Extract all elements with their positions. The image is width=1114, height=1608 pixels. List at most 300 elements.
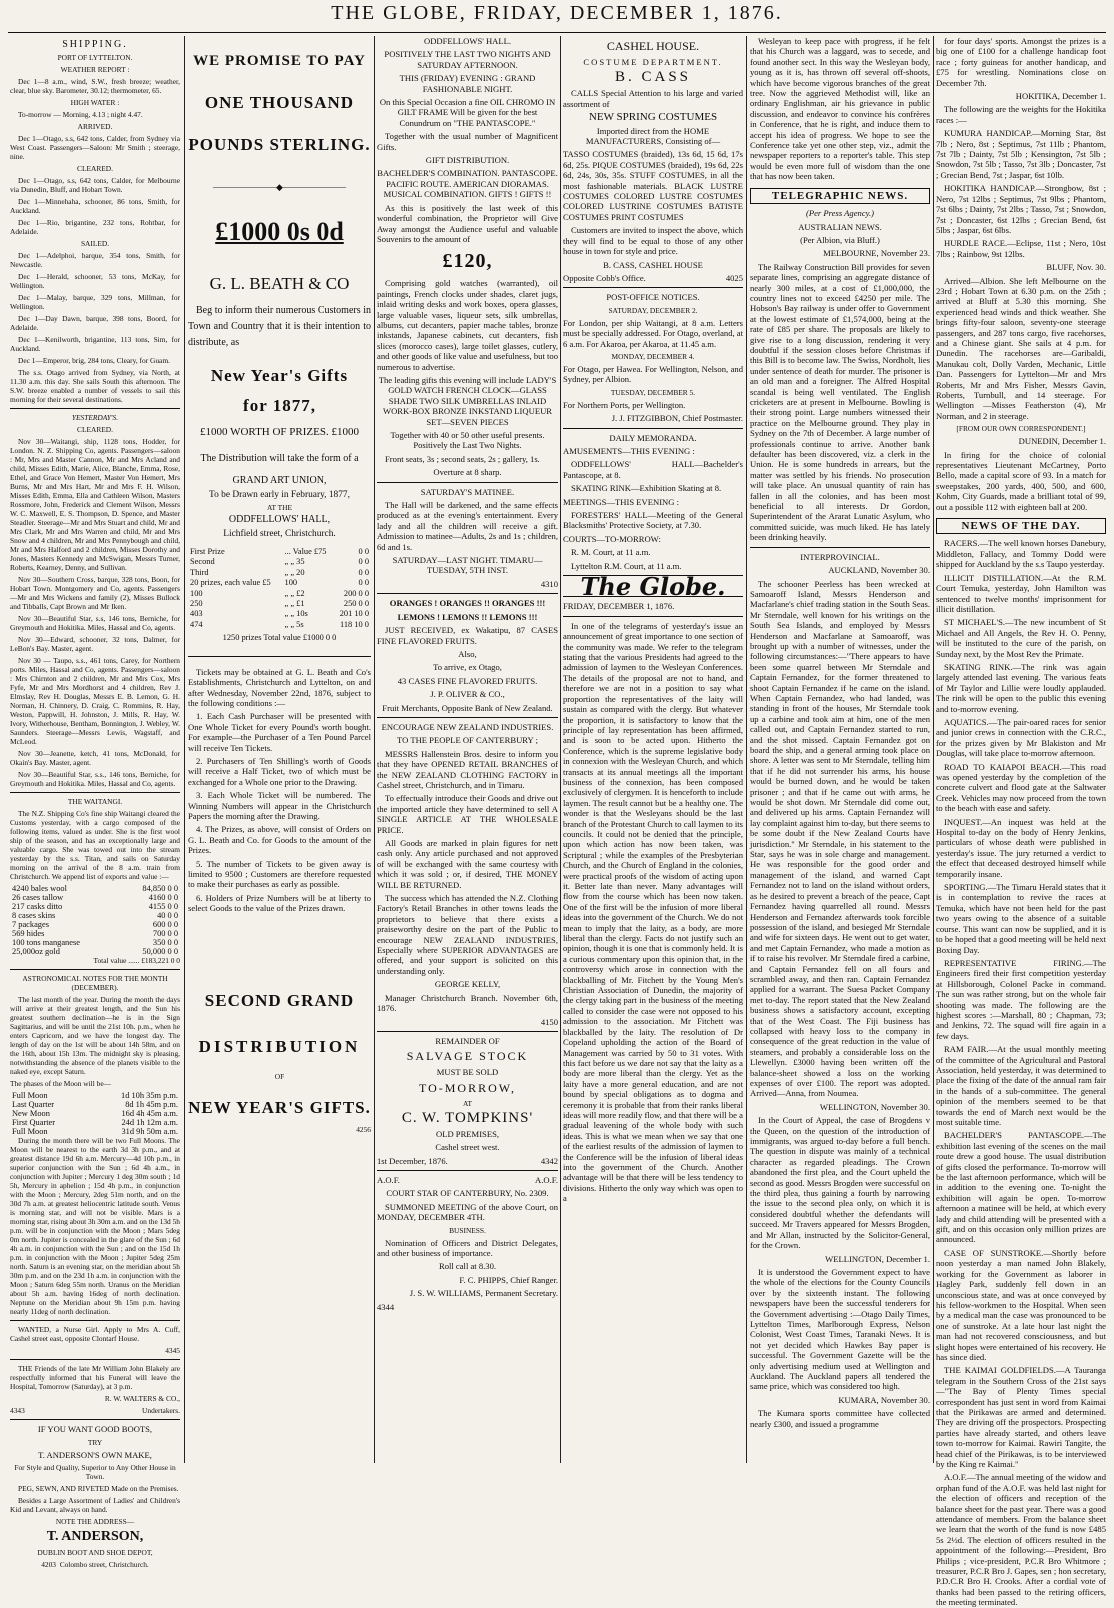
hokitika-text: The following are the weights for the Hokitika races :— [936, 104, 1106, 125]
prize-total: 1250 prizes Total value £1000 0 0 [222, 633, 337, 643]
cargo-row-cell: 26 cases tallow [12, 893, 64, 903]
drawn-date: To be Drawn early in February, 1877, [209, 489, 350, 500]
divider [188, 656, 371, 657]
prize-row-cell: 118 10 0 [339, 619, 369, 629]
column-telegraphic [750, 36, 930, 1463]
anderson-name: T. ANDERSON, [46, 1529, 144, 1545]
yesterday-label: YESTERDAY'S. [71, 413, 119, 423]
comprising: Comprising gold watches (warranted), oil paintings, French clocks under shades, claret jugs, inlaid writing desks and work boxes, opera glasses, large valuable vases, liqueur sets, silk umbrellas, albums, cut decanters, papier mache tables, bronze inkstands, Japanese cabinets, cut decanters, fish slices (morocco cases), large toilet glasses, cutlery, and other goods of like value and usefulness, but too numerous to advertise. [377, 278, 558, 372]
boots-name: T. ANDERSON'S OWN MAKE, [38, 1449, 152, 1460]
race-weights: HURDLE RACE.—Eclipse, 11st ; Nero, 10st 7lbs ; Rainbow, 9st 12lbs. [936, 238, 1106, 259]
news-item: REPRESENTATIVE FIRING.—The Engineers fired their first competition yesterday at Hillsborough, Colonel Packe in command. The sun was rather strong, but on the whole fair shooting was made. The following are the highest scores :—Marshall, 80 ; Chapman, 73; and Jenkins, 72. The squad will fire again in a few days. [936, 957, 1106, 1041]
tompkins: C. W. TOMPKINS' [401, 1109, 534, 1126]
condition: 5. The number of Tickets to be given away is limited to 9500 ; Customers are therefore requested to make their purchases as early as possible. [188, 858, 371, 890]
moon-row-cell: Full Moon [12, 1127, 48, 1137]
hall-name: ODDFELLOWS' HALL, [228, 514, 331, 526]
on-this: On this Special Occasion a fine OIL CHROMO IN GILT FRAME Will be given for the best Conundrum on "THE PANTASCOPE." [379, 97, 556, 128]
distribution-text: The Distribution will take the form of a [200, 453, 359, 465]
cargo-row-cell: 7 packages [12, 920, 49, 930]
prize-row-cell: 403 [190, 609, 203, 619]
ad-number: 4345 [165, 1346, 180, 1356]
news-item: INQUEST.—An inquest was held at the Hospital to-day on the body of Henry Jenkins, particulars of whose death were published in yesterday's issue. The jury returned a verdict to the effect that deceased destroyed himself while temporarily insane. [936, 816, 1106, 879]
together2: Together with 40 or 50 other useful presents. Positively the Last Two Nights. [390, 430, 545, 451]
oranges: ORANGES ! ORANGES !! ORANGES !!! [389, 598, 546, 609]
prize-row [188, 557, 371, 567]
prize-row-cell: 250 0 0 [343, 599, 369, 609]
australian-news: AUSTRALIAN NEWS. [798, 221, 882, 232]
distribution-heading: DISTRIBUTION [198, 1036, 361, 1056]
prize-row-cell: ... Value £75 [284, 547, 327, 557]
prize-row-cell: 0 0 [358, 547, 369, 557]
cargo-row [10, 938, 180, 947]
shipping-heading: SHIPPING. [62, 39, 128, 50]
cass-signature: B. CASS, CASHEL HOUSE [603, 259, 703, 270]
amusement: ODDFELLOWS' HALL—Bachelder's Pantascope, at 8. [563, 459, 743, 480]
boots-line: For Style and Quality, Superior to Any Other House in Town. [14, 1463, 176, 1482]
spring-costumes: NEW SPRING COSTUMES [588, 111, 718, 124]
costume-list: TASSO COSTUMES (braided), 13s 6d, 15 6d, 17s 6d, 25s. PIQUE COSTUMES (braided), 19s 6d, 22s 6d, 24s, 30s, 35s. STUFF COSTUMES, in all the most fashionable materials. BLACK LUSTRE COSTUMES COLORED LUSTRE COSTUMES COLORED LUSTRINE COSTUMES BATISTE COSTUMES PRINT COSTUMES [563, 149, 743, 222]
kelly: GEORGE KELLY, [434, 979, 501, 990]
cargo-row [10, 911, 180, 920]
encourage: ENCOURAGE NEW ZEALAND INDUSTRIES. [381, 721, 554, 732]
hall-heading: ODDFELLOWS' HALL. [424, 36, 511, 46]
at-the: AT THE [267, 503, 292, 513]
cargo-total: Total value ...... £183,221 0 0 [93, 956, 180, 966]
funeral-notice: THE Friends of the late Mr William John Blakely are respectfully informed that his Funeral will leave the Hospital, Tomorrow (Saturday), at 3 p.m. [10, 1364, 180, 1392]
second-grand: SECOND GRAND [204, 990, 355, 1010]
amount-120: £120, [442, 250, 493, 273]
all-goods: All Goods are marked in plain figures for nett cash only. Any article purchased and not approved of will be exchanged with the same courtesy with which it was sold ; or, if desired, THE MONEY WILL BE RETURNED. [377, 838, 558, 890]
meeting: FORESTERS' HALL—Meeting of the General Blacksmiths' Protective Society, at 7.30. [563, 510, 743, 531]
overture: Overture at 8 sharp. [433, 467, 502, 478]
cargo-row-cell: 25,000oz gold [12, 947, 60, 957]
melbourne-dateline: MELBOURNE, November 23. [823, 248, 930, 259]
cargo-row-cell: 4160 0 0 [148, 893, 178, 903]
prize-row-cell: Second [190, 557, 215, 567]
tuesday: TUESDAY, DECEMBER 5. [610, 387, 696, 397]
prize-row-cell: 0 0 [358, 567, 369, 577]
own-correspondent: [FROM OUR OWN CORRESPONDENT.] [956, 424, 1086, 434]
divider [563, 287, 743, 288]
cargo-row-cell: 40 0 0 [157, 911, 178, 921]
cleared-entry: Dec 1—Rio, brigantine, 232 tons, Rohtbar, for Adelaide. [10, 218, 180, 237]
cargo-row [10, 929, 180, 938]
received: JUST RECEIVED, ex Wakatipu, 87 CASES FINE FLAVORED FRUITS. [377, 625, 558, 646]
news-item: CASE OF SUNSTROKE.—Shortly before noon yesterday a man named John Blakely, working for the Government as laborer in Hagley Park, suddenly fell down in an unconscious state, and was at once conveyed by his fellow-workmen to the Hospital. When seen by a medical man the case was pronounced to be one of sunstroke. At a late hour last night the man had not recovered consciousness, and but slight hopes were entertained of his recovery. He has since died. [936, 1247, 1106, 1362]
funeral-signature: 4343 Undertakers. [10, 1406, 180, 1416]
cargo-row-cell: 217 casks ditto [12, 902, 63, 912]
cargo-row-cell: 350 0 0 [152, 938, 178, 948]
masthead: THE GLOBE, FRIDAY, DECEMBER 1, 1876. [331, 2, 783, 24]
moon-row-cell: New Moon [12, 1109, 50, 1119]
prize-row-cell: „ „ £1 [284, 599, 305, 609]
wanted-ad: WANTED, a Nurse Girl. Apply to Mrs A. Cuff, Cashel street east, opposite Clontarf House. [10, 1325, 180, 1344]
moon-row [10, 1091, 180, 1100]
people: TO THE PEOPLE OF CANTERBURY ; [397, 735, 538, 746]
roll-call: Roll call at 8.30. [438, 1261, 497, 1272]
cleared-label: CLEARED. [77, 425, 113, 435]
arrived-entry: Dec 1—Otago, s.s, 642 tons, Calder, from Sydney via West Coast. Passengers—Saloon: Mr Smith ; steerage, nine. [10, 134, 180, 162]
prize-row-cell: Third [190, 567, 209, 577]
kelly-title: Manager Christchurch Branch. November 6th, 1876. [377, 992, 558, 1014]
boots-try: TRY [87, 1437, 103, 1447]
gifts-year: for 1877, [243, 396, 316, 416]
column-beath-advert [188, 36, 371, 1463]
wellington-dateline: WELLINGTON, November 30. [819, 1101, 930, 1112]
sailed-entry: Dec 1—Herald, schooner, 53 tons, McKay, for Wellington. [10, 272, 180, 291]
arrive: To arrive, ex Otago, [433, 662, 502, 673]
weather-report: Dec 1—8 a.m., wind, S.W., fresh breeze; weather, clear, blue sky. Barometer, 30.12; thermometer, 65. [10, 77, 180, 96]
yesterday-entry: Nov 30—Southern Cross, barque, 328 tons, Boon, for Hobart Town. Montgomery and Co, agents. Passengers—Mr and Mrs Wickens and family (2), Misses Bullock and Tibballs, Capt Brown and Mr Iken. [10, 575, 180, 612]
amount-heading: £1000 0s 0d [215, 217, 344, 247]
divider [10, 408, 180, 409]
cleared-label: CLEARED. [77, 164, 113, 174]
prize-row-cell: „ „ 20 [284, 567, 305, 577]
water-label: HIGH WATER : [70, 98, 120, 108]
astro-text: The last month of the year. During the month the days will arrive at their greatest length, and the Sun his greatest southern declination—he is in the Sign Sagittarius, and will be until the 21st 10h. p.m., when he enters Capricorn, and we have the longest day. The length of day on the 1st will be about 14h 58m, and on the 16th, about 15h 13m. The midnight sky is pleasing, notwithstanding the absence of the planets visible to the naked eye, except Saturn. [10, 995, 180, 1077]
sailed-entry: Dec 1—Emperor, brig, 284 tons, Cleary, for Guam. [18, 356, 170, 366]
melbourne-text: The Railway Construction Bill provides for seven separate lines, comprising an aggregate distance of nearly 300 miles, at a cost of £1,000,000, the country lines not to exceed £4250 per mile. The Hobson's Bay railway is under offer to Government at the lowest estimate of £1,574,000, being at the rate of £85 per share. The proposals are likely to give rise to a long discussion, rendering it very doubtful if the session closes before Christmas if this Bill is to become law. The Swiss, Nordholt, lies under sentence of death for murder. The prisoner is an old man and a foreigner. The Alfred Hospital scandal is being well ventilated. The English cricketers are at present in Melbourne. Bowling is their strong point. Large numbers witnessed their practice on the Melbourne ground. They play in Sydney on the 7th of December. A large number of professionals continue to arrive. Another bank defaulter has been discovered, viz. a clerk in the Union. He is some hundreds in arrears, but the matter was settled by his friends. No prosecution will take place. An unusual quantity of rain has fallen in all the colonies, and has been most beneficial to all interests. Dr Gordon, Superintendent of the Ararat Lunatic Asylum, who committed suicide, was much liked. He has lately been drinking heavily. [750, 261, 930, 543]
prize-row-cell: First Prize [190, 547, 225, 557]
ad-number: 4310 [540, 578, 558, 589]
shipping-note: The s.s. Otago arrived from Sydney, via North, at 11.30 a.m. this day. She sails South this afternoon. The S.W. breeze enabled a number of vessels to sail this morning for their several destinations. [10, 368, 180, 405]
courts: COURTS—TO-MORROW: [563, 533, 661, 544]
at: AT [462, 1098, 473, 1108]
column-shipping [10, 36, 180, 1570]
wellington-text: In the Court of Appeal, the case of Brogdens v the Queen, on the question of the introduction of immigrants, was argued to-day before a full bench. The question in dispute was mainly of a technical character as regarded pleadings. The Crown abandoned the first plea, and the Court upheld the second as good. Messrs Brogden were successful on the third plea, thus gaining a fourth by narrowing the issue to the second plea only, on which it is considered doubtful whether the defendants will succeed. Mr Travers appeared for Messrs Brogden, and Mr Allan, instructed by the Solicitor-General, for the Crown. [750, 1115, 930, 1251]
fitzgibbon: J. J. FITZGIBBON, Chief Postmaster. [611, 413, 743, 424]
mails: For London, per ship Waitangi, at 8 a.m. Letters must be specially addressed. For Otago, overland, at 6 a.m. For Akaroa, per Akaroa, at 11.45 a.m. [563, 317, 743, 349]
beg-text: Beg to inform their numerous Customers in Town and Country that it is their intention to distribute, as [188, 305, 371, 349]
news-item: ROAD TO KAIAPOI BEACH.—This road was opened yesterday by the completion of the concrete culvert and flood gate at the Saltwater Creek. Vehicles may now proceed from the town to the beach with ease and safety. [936, 761, 1106, 814]
old-premises: OLD PREMISES, [435, 1128, 500, 1139]
port-heading: PORT OF LYTTELTON. [57, 53, 133, 63]
weather-label: WEATHER REPORT : [60, 65, 130, 75]
prize-row-cell: „ „ 5s [284, 619, 304, 629]
divider [563, 616, 743, 617]
pounds-heading: POUNDS STERLING. [188, 135, 371, 154]
column-entertainment [377, 36, 558, 1463]
prize-row-cell: 200 0 0 [343, 588, 369, 598]
waitangi-heading: THE WAITANGI. [67, 797, 123, 807]
cargo-row-cell: 569 hides [12, 929, 45, 939]
fruit-merchants: Fruit Merchants, Opposite Bank of New Zealand. [382, 702, 553, 713]
aof-line: A.O.F. A.O.F. [377, 1174, 558, 1185]
besides: Besides a Large Assortment of Ladies' and Children's Kid and Levant, always on hand. [10, 1496, 180, 1515]
promise-heading: WE PROMISE TO PAY [193, 53, 366, 69]
cargo-row-cell: 700 0 0 [152, 929, 178, 939]
opposite: Opposite Cobb's Office. 4025 [563, 272, 743, 283]
waitangi-text: The N.Z. Shipping Co's fine ship Waitangi cleared the Customs yesterday, with a cargo composed of the following items, valued as under. She is the first wool ship of the season, and has an exceptionally large and valuable cargo. She was towed out into the stream yesterday by the s.s. Titan, and sails on Saturday morning on the arrival of the 8 a.m. train from Christchurch. We append list of exports and value :— [10, 809, 180, 882]
news-of-the-day-heading: NEWS OF THE DAY. [936, 518, 1106, 534]
auckland-dateline: AUCKLAND, November 30. [828, 565, 930, 576]
moon-row-cell: 16d 4h 45m a.m. [121, 1109, 178, 1119]
divider [377, 717, 558, 718]
tomorrow: TO-MORROW, [418, 1080, 516, 1095]
prize-row-cell: 0 0 [358, 578, 369, 588]
prize-row [188, 547, 371, 557]
astro-heading: ASTRONOMICAL NOTES FOR THE MONTH (DECEMBER). [22, 974, 168, 993]
column-divider [746, 36, 747, 1463]
cashel-house: CASHEL HOUSE. [606, 39, 700, 53]
cargo-row [10, 947, 180, 956]
news-item: BACHELDER'S PANTASCOPE.—The exhibition last evening of the scenes on the mail route drew a good house. The usual distribution of gifts closed the performance. To-morrow will be the last afternoon performance, which will be in addition to the evening one. To-night the exhibition will again be open. To-morrow afternoon a matinee will be held, at which every lady and child attending will be presented with a gift, and on this occasion only million prizes are announced. [936, 1130, 1106, 1245]
column-cashel-leader [563, 36, 743, 1463]
leader-date: FRIDAY, DECEMBER 1, 1876. [563, 601, 675, 612]
divider [10, 1419, 180, 1420]
prize-table [188, 547, 371, 630]
yesterday-entry: Nov 30—Edward, schooner, 32 tons, Dalmer, for LeBon's Bay. Master, agent. [10, 635, 180, 654]
via-bluff: (Per Albion, via Bluff.) [800, 234, 880, 245]
condition: 4. The Prizes, as above, will consist of Orders on G. L. Beath and Co. for Goods to the amount of the Prizes. [188, 824, 371, 856]
divider [377, 593, 558, 594]
prize-row-cell: 100 [190, 588, 203, 598]
court-star: COURT STAR OF CANTERBURY, No. 2309. [386, 1188, 549, 1199]
race-weights: HOKITIKA HANDICAP.—Strongbow, 8st ; Nero, 7st 12lbs ; Septimus, 7st 9lbs ; Phantom, 7st 6lbs ; Dainty, 7st 2lbs ; Tasso, 7st ; Snowdon, 7st ; Doncaster, 6st 12lbs ; Grecian Bend, 6st 5lbs ; Jaspar, 6st 6lbs. [936, 183, 1106, 235]
daily-memoranda: DAILY MEMORANDA. [609, 432, 697, 443]
ornament-rule: ———————◆——————— [213, 182, 346, 192]
telegraphic-heading: TELEGRAPHIC NEWS. [750, 188, 930, 204]
cargo-row-cell: 600 0 0 [152, 920, 178, 930]
column-divider [374, 36, 375, 1463]
divider [10, 1359, 180, 1360]
leading-gifts: The leading gifts this evening will include LADY'S GOLD WATCH FRENCH CLOCK—GLASS SHADE TWO SILK UMBRELLAS INLAID WORK-BOX BRONZE INKSTAND LIQUEUR SET—SEVEN PIECES [378, 374, 557, 427]
cargo-row [10, 902, 180, 911]
cases: 43 CASES FINE FLAVORED FRUITS. [397, 675, 538, 686]
ny-gifts-heading: NEW YEAR'S GIFTS. [188, 1097, 371, 1117]
news-item: THE KAIMAI GOLDFIELDS.—A Tauranga telegram in the Southern Cross of the 21st says—"The Bay of Plenty Times special correspondent has just sent in word from Kaimai that the Pirikawas are armed and determined. They are driving off the prospectors. Prospecting parties have already started, and others leave town to-morrow for Kaimai. Rawiri Tangite, the head chief of the Pirikawas, is to be interviewed by the King re Kaimai." [936, 1365, 1106, 1469]
matinee-heading: SATURDAY'S MATINEE. [420, 486, 515, 497]
news-item: SPORTING.—The Timaru Herald states that it is in contemplation to revive the races at Temuka, which have not been held for the past two years owing to the absence of a suitable course. This want can now be supplied, and it is to be hoped that a good meeting will be held next Boxing Day. [936, 882, 1106, 955]
news-item: RAM FAIR.—At the usual monthly meeting of the committee of the Agricultural and Pastoral Association, held yesterday, it was determined to place the fixing of the date of the annual ram fair in the hands of a sub-committee. The general opinion of the members seemed to be that towards the end of March next would be the most suitable time. [936, 1044, 1106, 1127]
cargo-row [10, 884, 180, 893]
sailed-entry: Dec 1—Kenilworth, brigantine, 113 tons, Sim, for Auckland. [10, 335, 180, 354]
post-office-heading: POST-OFFICE NOTICES. [606, 292, 700, 303]
news-item: A.O.F.—The annual meeting of the widow and orphan fund of the A.O.F. was held last night for the election of officers and reception of the balance sheet for the past year. There was a good attendance of members. From the balance sheet we learn that the worth of the fund is now £485 5s 2½d. The election of officers resulted in the appointment of the following:—President, Bro Philips ; vice-president, P.C.R Bro Whitmore ; treasurer, P.C.R Bro J. Gapes, sen ; hon secretary, P.D.C.R Bro H. Crooks. After a cordial vote of thanks had been passed to the retiring officers, the meeting terminated. [936, 1472, 1106, 1608]
divider [750, 547, 930, 548]
auckland-text: The schooner Peerless has been wrecked at Samoaroff Island, Messrs Henderson and Macfarlane's chief trading station in the South Seas. Mr Sterndale, well known for his writings on the South Sea Islands, and employed by Messrs Henderson and Macfarlane at Samoaroff, was brought up with a number of witnesses, under the following circumstances:—"There appears to have been some quarrel between Mr Sterndale and Captain Fernandez, for the former threatened to shoot Captain Fernandez if he came on the island. When Captain Fernandez, who had landed, was standing in front of the houses, Mr Sterndale took up a carbine and took aim at him, one of the men called out, and Captain Fernandez started to run, and the shot missed. Captain Fernandez got on board the ship, and a general arming took place on shore. A letter was sent to Mr Sterndale, telling him that if he did not surrender his arms, his house would be burned down, and he would be taken prisoner ; and that if he came out with arms, he would be shot down. Mr Sterndale did come out, and delivered up his arms. Captain Fernandez will lay complaint against him to-day, but there seems to be some doubt if the New Zealand Courts have jurisdiction." Mr Sterndale, in his statement to the Star, says he was in sole charge and management. He was responsible for the good order and management of the island, and warned Capt Fernandez not to land on the island without orders, as he desired to prevent a breach of the peace, Capt Fernandez having quarrelled all round. Messrs Henderson and Fernandez afterwards took forcible possession of the island, and besieged Mr Sterndale and wife for sixteen days. He went out to get water, and met Captain Fernandez, who made a motion as if to raise his revolver. Mr Sterndale fired a carbine, and Captain Fernandez fell on all fours and scrambled away, and then ran. Captain Fernandez applied for a warrant. The Suesa Packet Company met to-day. The report stated that the New Zealand business shows a satisfactory account, excepting that of the West Coast. The Fiji business has collapsed with heavy loss to the company in consequence of the great reduction in the value of steamers, and probably a considerable loss on the Llewellyn. £3000 having been written off the balance-sheet showed a loss on the working expenses of over £100. The report was adopted. Arrived—Anna, from Noumea. [750, 578, 930, 1099]
divider [563, 428, 743, 429]
moon-row [10, 1109, 180, 1118]
tickets-text: Tickets may be obtained at G. L. Beath and Co's Establishments, Christchurch and Lyttelton, on and after Wednesday, November 22nd, 1876, subject to the following conditions :— [188, 666, 371, 708]
sailed-entry: Dec 1—Adelphoi, barque, 354 tons, Smith, for Newcastle. [10, 251, 180, 270]
nomination: Nomination of Officers and District Delegates, and other business of importance. [377, 1237, 558, 1258]
kumara-text: The Kumara sports committee have collected nearly £300, and issued a programme [750, 1408, 930, 1429]
moon-row [10, 1118, 180, 1127]
amusement: SKATING RINK—Exhibition Skating at 8. [571, 483, 722, 494]
also: Also, [458, 648, 477, 659]
column-divider [933, 36, 934, 1463]
leader-article: In one of the telegrams of yesterday's issue an announcement of great importance to one section of the community was made. We refer to the telegram stating that the various Presidents had agreed to the admission of laymen to the Wesleyan Conferences. The details of the proposal are not to hand, and therefore we are not in a position to say what proportion the representatives of the laity will sustain as compared with the clergy. But whatever the proportion, it is satisfactory to know that the principle of lay representation has been affirmed, and is soon to be acted upon. Hitherto the Conference, which is the supreme legislative body in connexion with the Wesleyan Church, and which transacts at its annual meetings all the important business of the connexion, has been composed exclusively of clergymen. It is henceforth to include laymen. The result cannot but be a healthy one. The wonder is that the Wesleyans should be the last branch of the Protestant Church to call laymen to its councils. It could not be denied that the principle, upon which action has now been taken, was Scriptural ; while the examples of the Presbyterian Church, and the Church of England in the colonies, were practical proofs of the wisdom of acting upon it. Better late than never. Many advantages will flow from the course which has been now taken. One of the first will be the infusion of more liberal ideas into the government of the Church. We do not mean to imply that the laity, as a body, are more liberal than the clergy. Facts do not justify such an opinion, though it is one that is commonly held. It is a curious commentary upon this opinion that, in the controversy which arose in connection with the blackballing of Mr. Fitchett by the Young Men's Christian Association of Dunedin, the majority of the clergy taking part in the business of the meeting called to consider the case were not opposed to his admission to the association. Mr Fitchett was blackballed by the laity. The resolution of Dr Copeland upholding the action of the Board of Management was carried by 50 to 31 votes. With this fact before us we dare not say that the laity as a body are more liberal than the clergy. Yet as the laity have a more general education, and are not bound by special obligations as to dogma and ceremony it is probable that from their ranks liberal ideas will more readily flow, and that there will be a gradual leavening of the whole body with such ideas. This is what we mean when we say that one of the earliest results of the admission of laymen to the Conference will be the infusion of liberal ideas into the government of the Church. Another advantage will be that there will be less tendency to divisions. Hitherto the only way which was open to a [563, 620, 743, 1204]
this-friday: THIS (FRIDAY) EVENING : GRAND FASHIONABLE NIGHT. [399, 73, 536, 94]
yesterday-entry: Nov 30—Beautiful Star, s.s, 146 tons, Berniche, for Greymouth and Hokitika. Miles, Hassal and Co, agents. [10, 614, 180, 633]
divider [10, 969, 180, 970]
cargo-row-cell: 50,000 0 0 [142, 947, 178, 957]
moon-row [10, 1100, 180, 1109]
costume-dept: COSTUME DEPARTMENT. [583, 57, 723, 67]
summoned: SUMMONED MEETING of the above Court, on MONDAY, DECEMBER 4TH. [377, 1201, 558, 1223]
prize-row-cell: „ „ £2 [284, 588, 305, 598]
interprovincial: INTERPROVINCIAL. [800, 551, 880, 562]
kumara-continued: for four days' sports. Amongst the prizes is a big one of £100 for a challenge handicap foot race ; forty guineas for another handicap, and £75 for wrestling. Nominations close on December 7th. [936, 36, 1106, 88]
sailed-entry: Dec 1—Day Dawn, barque, 398 tons, Boord, for Adelaide. [10, 314, 180, 333]
lemons: LEMONS ! LEMONS !! LEMONS !!! [397, 611, 538, 622]
sailed-entry: Dec 1—Malay, barque, 329 tons, Millman, for Wellington. [10, 293, 180, 312]
firm-name: G. L. BEATH & CO [209, 274, 350, 294]
cargo-row-cell: 100 tons manganese [12, 938, 80, 948]
oliver: J. P. OLIVER & CO., [430, 689, 505, 700]
condition: 1. Each Cash Purchaser will be presented with One Whole Ticket for every Pound's worth bought. For example—the Purchaser of a Ten Pound Parcel will receive Ten Tickets. [188, 711, 371, 753]
pegged: PEG, SEWN, AND RIVETED Made on the Premises. [18, 1484, 179, 1494]
cargo-row-cell: 84,850 0 0 [142, 884, 178, 894]
worth-line: £1000 WORTH OF PRIZES. £1000 [200, 426, 359, 439]
cargo-row-cell: 4155 0 0 [148, 902, 178, 912]
prize-row-cell: 0 0 [358, 557, 369, 567]
bachelder: BACHELDER'S COMBINATION. PANTASCOPE. PACIFIC ROUTE. AMERICAN DIORAMAS. MUSICAL COMBINATION. GIFTS ! GIFTS !! [377, 168, 558, 200]
moon-row-cell: 1d 10h 35m p.m. [121, 1091, 178, 1101]
mails: For Northern Ports, per Wellington. [563, 399, 686, 410]
phipps: F. C. PHIPPS, Chief Ranger. [459, 1274, 558, 1285]
news-item: RACERS.—The well known horses Danebury, Middleton, Fallacy, and Tommy Dodd were shipped for Auckland by the s.s Taupo yesterday. [936, 538, 1106, 570]
wellington-text: It is understood the Government expect to have the whole of the elections for the County Councils over by the sixteenth instant. The following newspapers have been the successful tenderers for the Government advertising :—Otago Daily Times, Lyttelton Times, Marlborough Express, Nelson Colonist, West Coast Times, Taranaki News. It is not yet decided which Hawkes Bay paper is successful. The Government Gazette will be the only advertising medium used at Wellington and Auckland. The Auckland papers all tendered the same price, which was considered too high. [750, 1266, 930, 1392]
column-news-of-the-day [936, 36, 1106, 1608]
moon-row-cell: 31d 9h 50m a.m. [121, 1127, 178, 1137]
column-divider [560, 36, 561, 1463]
news-item: AQUATICS.—The pair-oared races for senior and junior crews in connection with the C.R.C., for the prizes given by Mr Blakiston and Mr Douglas, will take place to-morrow afternoon. [936, 716, 1106, 759]
condition: 3. Each Whole Ticket will be numbered. The Winning Numbers will appear in the Christchurch Papers the morning after the Drawing. [188, 790, 371, 821]
cargo-row [10, 920, 180, 929]
moon-row-cell: First Quarter [12, 1118, 56, 1128]
must-be-sold: MUST BE SOLD [436, 1067, 499, 1078]
mails: For Otago, per Hawea. For Wellington, Nelson, and Sydney, per Albion. [563, 363, 743, 385]
moon-label: The phases of the Moon will be— [10, 1079, 111, 1089]
bluff-dateline: BLUFF, Nov. 30. [1046, 262, 1106, 273]
moon-row-cell: 24d 1h 12m a.m. [121, 1118, 178, 1128]
prize-row-cell: 20 prizes, each value £5 [190, 578, 271, 588]
saturday: SATURDAY, DECEMBER 2. [608, 305, 698, 315]
last-night: SATURDAY—LAST NIGHT. TIMARU—TUESDAY, 5TH INST. [392, 555, 543, 576]
court: Lyttelton R.M. Court, at 11 a.m. [571, 560, 682, 571]
matinee-text: The Hall will be darkened, and the same effects produced as at the evening's entertainment. Every lady and all the children will receive a gift. Admission to matinee—Adults, 2s and 1s ; children, 6d and 1s. [377, 500, 558, 552]
messrs: MESSRS Hallenstein Bros. desire to inform you that they have OPENED RETAIL BRANCHES of the NEW ZEALAND CLOTHING FACTORY in Cashel street, Christchurch, and in Timaru. [377, 748, 558, 790]
effectually: To effectually introduce their Goods and drive out the imported article they have determined to sell A SINGLE ARTICLE AT THE WHOLESALE PRICE. [377, 793, 558, 835]
cleared-entry: Dec 1—Minnehaha, schooner, 86 tons, Smith, for Auckland. [10, 197, 180, 216]
ad-number: 4150 [540, 1016, 558, 1027]
of-word: OF [274, 1071, 285, 1081]
kumara-dateline: KUMARA, November 30. [838, 1394, 930, 1405]
yesterday-entry: Nov 30—Beautiful Star, s.s., 146 tons, Berniche, for Greymouth and Hokitika. Miles, Hassal and Co, agents. [10, 770, 180, 789]
note-address: NOTE THE ADDRESS— [55, 1517, 135, 1527]
globe-title: The Globe. [580, 572, 726, 602]
positively: POSITIVELY THE LAST TWO NIGHTS AND SATURDAY AFTERNOON. [384, 49, 551, 70]
leader-continued: Wesleyan to keep pace with progress, if he felt that his Church was a laggard, was to secede, and found another sect. In this way the Wesleyan body, young as it is, has thrown off several off-shoots, which have become vigorous branches of the great tree. Now the aggrieved Methodist will, like an ordinary Englishman, air his grievance in public discussion, and endeavor to convince his confrères in Conference, that he is right, and induce them to accept his idea of progress. We hope to see the Conference take yet one other step, viz., admit the newspaper reporters to a reporter's table. This step would be even more full of wisdom than the one that has now been taken. [750, 36, 930, 182]
boots-heading: IF YOU WANT GOOD BOOTS, [37, 1424, 153, 1435]
hokitika-dateline: HOKITIKA, December 1. [1015, 91, 1106, 102]
cargo-row-cell: 8 cases skins [12, 911, 56, 921]
arrived-label: ARRIVED. [77, 122, 113, 132]
divider [377, 1170, 558, 1171]
masthead-rule [8, 32, 1106, 33]
prize-row [188, 620, 371, 630]
success: The success which has attended the N.Z. Clothing Factory's Retail Branches in other towns leads the proprietors to believe that there exists a praiseworthy desire on the part of the Public to encourage NEW ZEALAND INDUSTRIES, Especially where SUPERIOR ADVANTAGES are offered, and your support is solicited on this understanding only. [377, 893, 558, 976]
dunedin-text: In firing for the choice of colonial representatives Lieutenant McCartney, Porto Bello, made a capital score of 93. In a match for sweepstakes, 200 yards, 400, 500, and 600, Kohm, City Guards, made a brilliant total of 99, out a possible 112 with eighteen ball at 200. [936, 449, 1106, 512]
cashel-street: Cashel street west. [435, 1142, 500, 1153]
bluff-text: Arrived—Albion. She left Melbourne on the 23rd ; Hobart Town at 6.30 p.m. on the 25th ; arrived at Bluff at 5.30 this morning. She experienced head winds and thick weather. She brings fifty-four saloon, seventy-one steerage passengers, and 287 tons cargo, five racehorses, and a Chinese giant. She sails at 4 p.m. for Dunedin. The racehorses are—Garibaldi, Manukau colt, Dolly Varden, Mechanic, Little Dan. Passengers for Lyttelton—Mr and Mrs Roberts, Mr and Mrs Fisher, Messrs Gavin, Roberts, Turnbull, and 14 steerage. For Wellington —Misses Featherston (4), Mr Norman, and 2 in steerage. [936, 275, 1106, 421]
business: BUSINESS. [449, 1225, 486, 1235]
cargo-row [10, 893, 180, 902]
cargo-row-cell: 4240 bales wool [12, 884, 67, 894]
news-item: ST MICHAEL'S.—The new incumbent of St Michael and All Angels, the Rev H. O. Penny, will be instituted to the cure of the parish, on Sunday next, by the Most Rev the Primate. [936, 617, 1106, 659]
monday: MONDAY, DECEMBER 4. [611, 351, 695, 361]
divider [10, 792, 180, 793]
gift-dist: GIFT DISTRIBUTION. [425, 155, 510, 166]
news-item: ILLICIT DISTILLATION.—At the R.M. Court Temuka, yesterday, John Hamilton was sentenced to twelve months' imprisonment for illicit distillation. [936, 572, 1106, 614]
thousand-heading: ONE THOUSAND [204, 93, 355, 112]
prize-row [188, 599, 371, 609]
yesterday-entry: Nov 30 — Taupo, s.s., 461 tons, Carey, for Northern ports. Miles, Hassal and Co, agents. Passengers—saloon : Mrs Chirnton and 2 children, Mr and Mrs Cox, Mrs Fyfe, Mr and Mrs Mordhorst and 4 children, Rev J. Elmslay, Rev H. Douglas, Messrs E. B. Lemon, G. H. Norman, H. Chinnery, D. Craig, C. Rommins, R. Hay, Weston, Pappwill, H. Johnston, J. Mills, R. Hay, W. Ivory, Witherhouse, Bentham, Bonnington, J. Webley, W. Saunders. Steerage—Messrs Lewis, Wagstaff, and McLeod. [10, 656, 180, 747]
ad-number: 4344 [377, 1301, 395, 1312]
prize-row [188, 589, 371, 599]
ad-number: 4256 [356, 1124, 371, 1134]
cargo-table [10, 884, 180, 956]
high-water: To-morrow — Morning, 4.13 ; night 4.47. [18, 110, 143, 120]
prize-row-cell: 100 [284, 578, 298, 588]
yesterday-entry: Nov 30—Jeanette, ketch, 41 tons, McDonald, for Okain's Bay. Master, agent. [10, 749, 180, 768]
imported: Imported direct from the HOME MANUFACTURERS, Consisting of— [585, 125, 721, 147]
divider [377, 1031, 558, 1032]
invited: Customers are invited to inspect the above, which they will find to be equal to those of any other house in town for style and price. [563, 225, 743, 257]
meetings: MEETINGS—THIS EVENING : [563, 496, 680, 507]
prize-row-cell: 250 [190, 599, 203, 609]
remainder: REMAINDER OF [435, 1035, 500, 1046]
prize-row-cell: 201 10 0 [339, 609, 369, 619]
sailed-label: SAILED. [80, 239, 110, 249]
press-agency: (Per Press Agency.) [805, 208, 874, 219]
amusements: AMUSEMENTS—THIS EVENING : [563, 445, 695, 456]
astro-text: During the month there will be two Full Moons. The Moon will be nearest to the earth 3d 3h p.m., and at greatest distance 19d 6h a.m. Mercury—4d 10h p.m., in superior conjunction with the Sun ; 6d 4h a.m., in conjunction with Jupiter ; Mercury 1 deg 30m south ; 1d 5h, Mercury in aphelion ; 15d 4h p.m., in conjunction with the Moon ; Mercury, 2deg 51m north, and on the 30d 7h a.m. at greatest heliocentric latitude south. Venus is morning star, and will not be visible. Mars is a morning star, rising about 3h 30m a.m. and on the 13d 5h p.m. will be in conjunction with the Moon ; Mars 5deg 0m north. Jupiter is concealed in the glare of the Sun ; 6d 4h a.m. in conjunction with the Sun ; and on the 15d 1h p.m. in conjunction with the Moon ; Jupiter 5deg 25m north. Saturn is an evening star, on the meridian about 5h 30m p.m. and on the 23d 1h a.m. in conjunction with the Moon ; Saturn 6deg 55m north. Uranus on the Meridian about 5h a.m. having 16deg of north declination. Neptune on the Meridian about 9h 15m p.m. having nearly 11deg of north declination. [10, 1136, 180, 1317]
gifts-heading: New Year's Gifts [210, 366, 349, 386]
news-item: SKATING RINK.—The rink was again largely attended last evening. The various feats of Mr Taylor and Lillie were loudly applauded. The rink will be open to the public this evening and to-morrow evening. [936, 661, 1106, 714]
art-union: GRAND ART UNION, [232, 475, 327, 487]
together: Together with the usual number of Magnificent Gifts. [377, 131, 558, 152]
divider [377, 482, 558, 483]
moon-row-cell: 8d 1h 45m p.m. [125, 1100, 178, 1110]
calls-text: CALLS Special Attention to his large and varied assortment of [563, 88, 743, 109]
divider [10, 1320, 180, 1321]
prize-row-cell: „ „ 35 [284, 557, 305, 567]
hall-street: Lichfield street, Christchurch. [223, 528, 336, 539]
depot: DUBLIN BOOT AND SHOE DEPOT, [37, 1548, 153, 1558]
wellington-dateline: WELLINGTON, December 1. [825, 1253, 930, 1264]
cleared-entry: Dec 1—Otago, s.s, 642 tons, Calder, for Melbourne via Dunedin, Bluff, and Hobart Town. [10, 176, 180, 195]
moon-row-cell: Last Quarter [12, 1100, 55, 1110]
yesterday-entry: Nov 30—Waitangi, ship, 1128 tons, Hodder, for London. N. Z. Shipping Co, agents. Passengers—saloon : Mr, Mrs and Master Cannon, Mr and Mrs Acland and child, Misses Edith, Marie, Alice, Blanche, Emma, Rose, Ethel, and Grace Von Hemert, Master Von Hemert, Mrs Burns, Mr and Mrs Hart, Mr and Mrs F. H. Wilson, Misses Edith, Emma, Ella and Cathleen Wilson, Masters Rossmore, John, Frederick and Clement Wilson, Messrs W. C. Maxwell, E. S. Thompson, D. Spence, and Master Steadler. Steerage—Mr and Mrs Stuart and child, Mr and Mrs Clark, Mr and Mrs Warren and child, Mr and Mrs Snow and 4 children, Mr and Mrs Pennybough and child, Mr and Mrs Halford and 2 children, Misses Dorothy and Jones, Masters Kennedy and McSwigan, Messrs Turner, Roberts, Kearney, Denny, and Sullivan. [10, 437, 180, 573]
as-this: As this is positively the last week of this wonderful combination, the Proprietor will Give Away amongst the Audience useful and valuable Souvenirs to the amount of [377, 202, 558, 244]
salvage: SALVAGE STOCK [406, 1049, 529, 1064]
prize-row [188, 568, 371, 578]
condition: 2. Purchasers of Ten Shilling's worth of Goods will receive a Half Ticket, two of which must be exchanged for a Whole one prior to the Drawing. [188, 755, 371, 787]
prize-row-cell: 474 [190, 619, 203, 629]
column-divider [184, 36, 185, 1463]
cass-name: B. CASS [614, 69, 692, 86]
williams: J. S. W. WILLIAMS, Permanent Secretary. [409, 1288, 558, 1299]
funeral-signature: R. W. WALTERS & CO., [104, 1394, 180, 1404]
condition: 6. Holders of Prize Numbers will be at liberty to select Goods to the value of the Prizes drawn. [188, 892, 371, 914]
moon-row [10, 1127, 180, 1136]
court: R. M. Court, at 11 a.m. [571, 547, 651, 558]
moon-table [10, 1091, 180, 1136]
prize-row [188, 578, 371, 588]
